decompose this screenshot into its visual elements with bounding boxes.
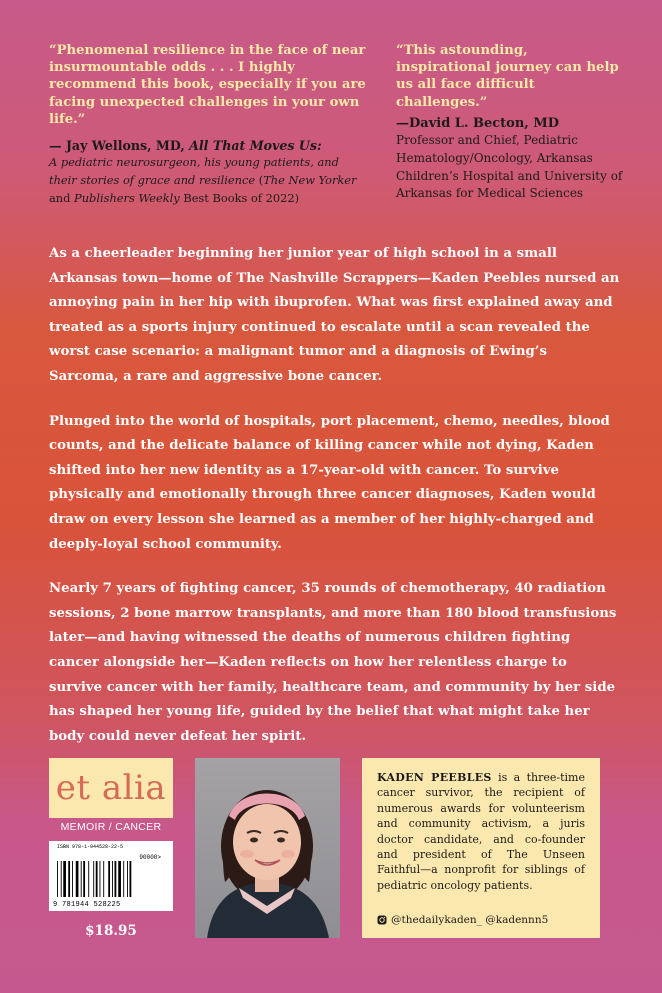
quote-left-desc-3: and <box>49 190 75 205</box>
bio-author-name: KADEN PEEBLES <box>377 771 492 784</box>
quote-left-desc-1: A pediatric neurosurgeon, his young patients, and their stories of grace and resilience <box>49 155 339 188</box>
synopsis <box>49 242 621 769</box>
author-bio <box>362 758 600 938</box>
social-handle-text: @thedailykaden_ @kadennn5 <box>391 914 549 926</box>
bio-description: is a three-time cancer survivor, the recipient of numerous awards for volunteerism and community activism, a juris doctor candidate, and co-founder and president of The Unseen Faithful—a nonprofit for siblings of pediatric oncology patients. <box>377 771 585 892</box>
quote-left-description <box>49 154 369 207</box>
author-portrait <box>195 758 340 938</box>
genre-label: MEMOIR / CANCER <box>60 821 162 833</box>
author-photo <box>195 758 340 938</box>
synopsis-paragraph-3: Nearly 7 years of fighting cancer, 35 rounds of chemotherapy, 40 radiation sessions, 2 bone marrow transplants, and more than 180 blood transfusions later—and having witnessed the deaths of numerous children fighting cancer alongside her—Kaden reflects on how her relentless charge to survive cancer with her family, healthcare team, and community by her side has shaped her young life, guided by the belief that what might take her body could never defeat her spirit. <box>49 581 617 744</box>
isbn-label: ISBN 978-1-944528-22-5 <box>57 844 124 850</box>
quote-left-desc-2: ( <box>258 173 264 188</box>
quote-right <box>396 42 626 203</box>
synopsis-paragraph-2: Plunged into the world of hospitals, port placement, chemo, needles, blood counts, and the delicate balance of killing cancer while not dying, Kaden shifted into her new identity as a 17-year-old with cancer. To survive physically and emotionally through three cancer diagnoses, Kaden would draw on every lesson she learned as a member of her highly-charged and deeply-loyal school community. <box>49 413 610 552</box>
social-handles <box>377 914 548 926</box>
quote-left <box>49 42 369 208</box>
quote-left-desc-4: Best Books of 2022) <box>179 190 300 205</box>
instagram-icon <box>377 915 387 925</box>
barcode-addon: 90000> <box>139 854 161 861</box>
barcode-bars <box>57 853 165 897</box>
synopsis-paragraph-1: As a cheerleader beginning her junior year of high school in a small Arkansas town—home of The Nashville Scrappers—Kaden Peebles nursed an annoying pain in her hip with ibuprofen. What was first explained away and treated as a sports injury continued to escalate until a scan revealed the worst case scenario: a malignant tumor and a diagnosis of Ewing’s Sarcoma, a rare and aggressive bone cancer. <box>49 246 620 384</box>
quote-right-text: “This astounding, inspirational journey can help us all face difficult challenges.” <box>396 43 619 110</box>
price: $18.95 <box>85 923 137 939</box>
quote-left-author: — Jay Wellons, MD, <box>49 138 185 154</box>
barcode <box>49 841 173 911</box>
quote-left-text: “Phenomenal resilience in the face of near insurmountable odds . . . I highly recommend this book, especially if you are facing unexpected challenges in your own life.” <box>49 43 366 127</box>
quote-left-attribution <box>49 137 369 154</box>
quote-left-book-title: All That Moves Us: <box>189 138 322 154</box>
quote-left-pub-1: The New Yorker <box>263 173 357 188</box>
quote-left-pub-2: Publishers Weekly <box>74 190 180 205</box>
bio-text <box>377 770 585 893</box>
barcode-digits: 9 781944 528225 <box>53 901 121 909</box>
publisher-logo: et alia <box>49 758 173 818</box>
quote-right-description: Professor and Chief, Pediatric Hematology/Oncology, Arkansas Children’s Hospital and University of Arkansas for Medical Sciences <box>396 133 623 201</box>
quote-right-author: —David L. Becton, MD <box>396 115 560 131</box>
